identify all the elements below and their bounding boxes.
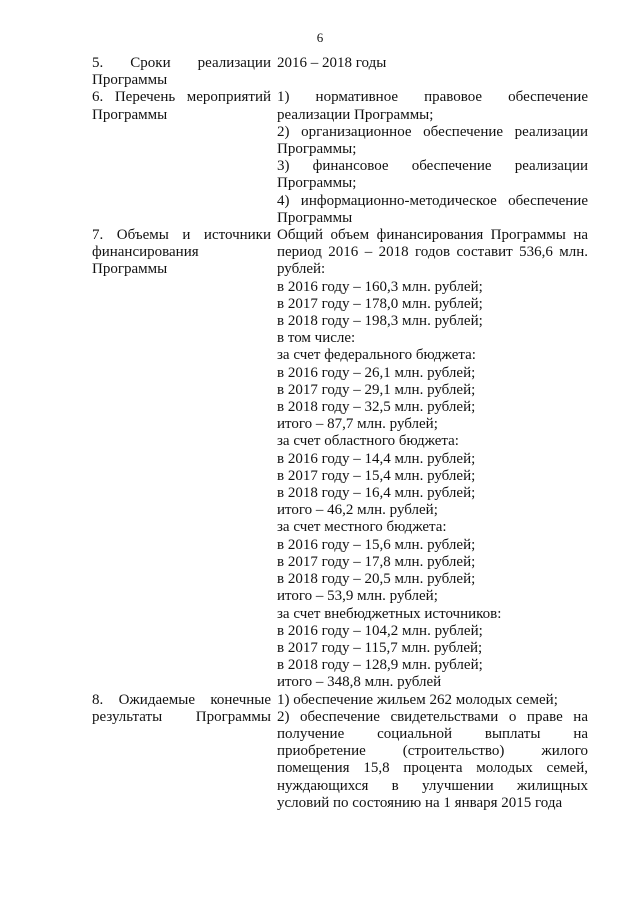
value-line: за счет федерального бюджета: <box>277 347 476 364</box>
value-line: итого – 348,8 млн. рублей <box>277 674 442 691</box>
label-line: 5. Сроки реализации <box>92 55 271 71</box>
value-line: 3) финансовое обеспечение реализации <box>277 158 588 175</box>
value-line: в 2018 году – 32,5 млн. рублей; <box>277 399 476 416</box>
value-line: 2016 – 2018 годы <box>277 55 387 71</box>
value-line: в 2017 году – 17,8 млн. рублей; <box>277 553 476 570</box>
value-line: за счет внебюджетных источников: <box>277 605 502 622</box>
value-line: в 2016 году – 15,6 млн. рублей; <box>277 536 476 553</box>
value-line: Общий объем финансирования Программы на <box>277 227 588 244</box>
value-line: помещения 15,8 процента молодых семей, <box>277 760 588 777</box>
value-line: в 2018 году – 20,5 млн. рублей; <box>277 571 476 588</box>
value-line: в 2018 году – 128,9 млн. рублей; <box>277 657 483 674</box>
row-funding <box>92 227 588 691</box>
value-line: в 2016 году – 160,3 млн. рублей; <box>277 278 483 295</box>
value-line: итого – 53,9 млн. рублей; <box>277 588 438 605</box>
value-line: в 2017 году – 178,0 млн. рублей; <box>277 295 483 312</box>
value-line: в 2017 году – 29,1 млн. рублей; <box>277 381 476 398</box>
value-line: реализации Программы; <box>277 106 434 123</box>
value-line: 1) обеспечение жильем 262 молодых семей; <box>277 691 558 708</box>
row-label <box>92 55 277 89</box>
value-line: итого – 46,2 млн. рублей; <box>277 502 438 519</box>
value-line: Программы; <box>277 141 357 158</box>
value-line: за счет местного бюджета: <box>277 519 447 536</box>
value-line: Программы; <box>277 175 357 192</box>
value-line: в 2016 году – 14,4 млн. рублей; <box>277 450 476 467</box>
value-line: в 2017 году – 115,7 млн. рублей; <box>277 639 483 656</box>
row-label <box>92 692 277 812</box>
label-line: Программы <box>92 72 168 89</box>
value-line: в том числе: <box>277 330 356 347</box>
value-line: нуждающихся в улучшении жилищных <box>277 777 588 794</box>
row-activities-list <box>92 89 588 227</box>
row-label <box>92 227 277 691</box>
row-implementation-period <box>92 55 588 89</box>
label-line: 7. Объемы и источники <box>92 227 271 244</box>
row-value <box>277 55 588 89</box>
row-label <box>92 89 277 227</box>
program-passport-table <box>92 55 588 812</box>
value-line: Программы <box>277 209 353 226</box>
value-line: 2) обеспечение свидетельствами о праве на <box>277 708 588 725</box>
page-number: 6 <box>316 30 324 45</box>
label-line: результаты Программы <box>92 708 271 725</box>
label-line: 8. Ожидаемые конечные <box>92 691 271 708</box>
label-line: Программы <box>92 261 168 278</box>
value-line: в 2018 году – 198,3 млн. рублей; <box>277 313 483 330</box>
row-value <box>277 89 588 227</box>
value-line: в 2016 году – 104,2 млн. рублей; <box>277 622 483 639</box>
value-line: 4) информационно-методическое обеспечение <box>277 192 588 209</box>
label-line: финансирования <box>92 244 199 261</box>
value-line: в 2016 году – 26,1 млн. рублей; <box>277 364 476 381</box>
label-line: Программы <box>92 106 168 123</box>
value-line: 2) организационное обеспечение реализации <box>277 123 588 140</box>
value-line: 1) нормативное правовое обеспечение <box>277 89 588 106</box>
value-line: рублей: <box>277 261 326 278</box>
value-line: в 2017 году – 15,4 млн. рублей; <box>277 467 476 484</box>
row-value <box>277 692 588 812</box>
row-value <box>277 227 588 691</box>
row-expected-results <box>92 692 588 812</box>
value-line: за счет областного бюджета: <box>277 433 459 450</box>
value-line: в 2018 году – 16,4 млн. рублей; <box>277 485 476 502</box>
value-line: период 2016 – 2018 годов составит 536,6 млн. <box>277 244 588 261</box>
label-line: 6. Перечень мероприятий <box>92 89 271 106</box>
value-line: приобретение (строительство) жилого <box>277 743 588 760</box>
value-line: итого – 87,7 млн. рублей; <box>277 416 438 433</box>
value-line: условий по состоянию на 1 января 2015 года <box>277 794 563 811</box>
value-line: получение социальной выплаты на <box>277 725 588 742</box>
